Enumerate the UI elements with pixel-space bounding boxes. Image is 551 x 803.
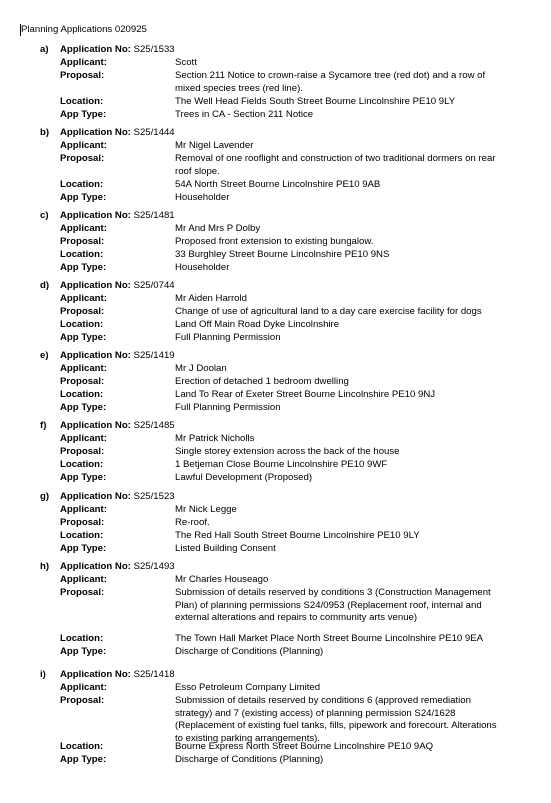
location-value: Land To Rear of Exeter Street Bourne Lincolnshire PE10 9NJ — [175, 389, 436, 400]
application-number: S25/1485 — [133, 420, 175, 431]
application-number-label — [60, 561, 175, 574]
entry-letter: b) — [40, 127, 50, 138]
application-number-label-text: Application No: — [60, 210, 131, 221]
applicant-label: Applicant: — [60, 574, 107, 585]
applicant-label: Applicant: — [60, 363, 107, 374]
applicant-value: Mr Charles Houseago — [175, 574, 269, 585]
app-type-label: App Type: — [60, 192, 107, 203]
location-value: The Town Hall Market Place North Street Bourne Lincolnshire PE10 9EA — [175, 633, 484, 644]
proposal-label: Proposal: — [60, 70, 105, 81]
proposal-value: Change of use of agricultural land to a day care exercise facility for dogs — [175, 306, 482, 317]
app-type-value: Householder — [175, 262, 230, 273]
proposal-value: Single storey extension across the back of the house — [175, 446, 400, 457]
entry-letter: a) — [40, 44, 49, 55]
app-type-label: App Type: — [60, 754, 107, 765]
application-number-label-text: Application No: — [60, 491, 131, 502]
proposal-value: Re-roof. — [175, 517, 210, 528]
proposal-value: Erection of detached 1 bedroom dwelling — [175, 376, 349, 387]
application-number: S25/0744 — [133, 280, 175, 291]
entry-letter: g) — [40, 491, 50, 502]
application-number-label — [60, 669, 175, 682]
application-number-label — [60, 491, 175, 504]
entry-letter: i) — [40, 669, 46, 680]
application-number: S25/1493 — [133, 561, 175, 572]
application-number-label-text: Application No: — [60, 561, 131, 572]
applicant-value: Esso Petroleum Company Limited — [175, 682, 321, 693]
location-value: Land Off Main Road Dyke Lincolnshire — [175, 319, 340, 330]
application-number: S25/1418 — [133, 669, 175, 680]
app-type-value: Listed Building Consent — [175, 543, 276, 554]
application-number: S25/1419 — [133, 350, 175, 361]
location-label: Location: — [60, 96, 104, 107]
proposal-label: Proposal: — [60, 517, 105, 528]
application-number: S25/1533 — [133, 44, 175, 55]
location-label: Location: — [60, 530, 104, 541]
application-number-label — [60, 210, 175, 223]
app-type-label: App Type: — [60, 543, 107, 554]
applicant-label: Applicant: — [60, 140, 107, 151]
app-type-label: App Type: — [60, 472, 107, 483]
app-type-label: App Type: — [60, 332, 107, 343]
location-label: Location: — [60, 249, 104, 260]
location-value: 54A North Street Bourne Lincolnshire PE10 9AB — [175, 179, 381, 190]
applicant-value: Mr Nick Legge — [175, 504, 237, 515]
application-number: S25/1523 — [133, 491, 175, 502]
proposal-label: Proposal: — [60, 376, 105, 387]
app-type-label: App Type: — [60, 109, 107, 120]
proposal-value: Removal of one rooflight and construction of two traditional dormers on rear roof slope. — [175, 153, 496, 177]
proposal-label: Proposal: — [60, 236, 105, 247]
app-type-label: App Type: — [60, 262, 107, 273]
entry-letter: e) — [40, 350, 49, 361]
proposal-label: Proposal: — [60, 695, 105, 706]
proposal-label: Proposal: — [60, 587, 105, 598]
entry-letter: d) — [40, 280, 50, 291]
applicant-value: Mr Patrick Nicholls — [175, 433, 255, 444]
application-number-label-text: Application No: — [60, 350, 131, 361]
location-value: 1 Betjeman Close Bourne Lincolnshire PE10 9WF — [175, 459, 388, 470]
location-label: Location: — [60, 741, 104, 752]
app-type-value: Full Planning Permission — [175, 402, 281, 413]
page-title: Planning Applications 020925 — [21, 24, 147, 35]
proposal-value: Proposed front extension to existing bungalow. — [175, 236, 374, 247]
applicant-value: Mr Aiden Harrold — [175, 293, 247, 304]
location-label: Location: — [60, 389, 104, 400]
app-type-label: App Type: — [60, 646, 107, 657]
proposal-value: Submission of details reserved by conditions 3 (Construction Management Plan) of planning permissions S24/0953 (Replacement roof, internal and external alterations and repairs to community arts venue) — [175, 587, 491, 624]
location-value: The Well Head Fields South Street Bourne Lincolnshire PE10 9LY — [175, 96, 456, 107]
application-number-label — [60, 44, 175, 57]
application-number-label-text: Application No: — [60, 44, 131, 55]
application-number-label — [60, 280, 175, 293]
app-type-value: Trees in CA - Section 211 Notice — [175, 109, 314, 120]
location-value: The Red Hall South Street Bourne Lincolnshire PE10 9LY — [175, 530, 420, 541]
location-value: 33 Burghley Street Bourne Lincolnshire PE10 9NS — [175, 249, 390, 260]
applicant-value: Mr And Mrs P Dolby — [175, 223, 261, 234]
proposal-value: Section 211 Notice to crown-raise a Sycamore tree (red dot) and a row of mixed species trees (red line). — [175, 70, 486, 94]
application-number-label-text: Application No: — [60, 420, 131, 431]
app-type-label: App Type: — [60, 402, 107, 413]
application-number-label — [60, 350, 175, 363]
application-number-label — [60, 420, 175, 433]
proposal-label: Proposal: — [60, 306, 105, 317]
app-type-value: Full Planning Permission — [175, 332, 281, 343]
applicant-label: Applicant: — [60, 57, 107, 68]
app-type-value: Householder — [175, 192, 230, 203]
application-number-label — [60, 127, 175, 140]
app-type-value: Discharge of Conditions (Planning) — [175, 754, 324, 765]
location-label: Location: — [60, 459, 104, 470]
applicant-label: Applicant: — [60, 682, 107, 693]
entry-letter: c) — [40, 210, 49, 221]
applicant-label: Applicant: — [60, 293, 107, 304]
entry-letter: f) — [40, 420, 47, 431]
proposal-label: Proposal: — [60, 446, 105, 457]
application-number: S25/1481 — [133, 210, 175, 221]
location-value: Bourne Express North Street Bourne Lincolnshire PE10 9AQ — [175, 741, 434, 752]
location-label: Location: — [60, 179, 104, 190]
applicant-value: Mr Nigel Lavender — [175, 140, 254, 151]
applicant-label: Applicant: — [60, 433, 107, 444]
application-number-label-text: Application No: — [60, 669, 131, 680]
application-number-label-text: Application No: — [60, 280, 131, 291]
applicant-label: Applicant: — [60, 223, 107, 234]
location-label: Location: — [60, 633, 104, 644]
applicant-value: Scott — [175, 57, 197, 68]
applicant-value: Mr J Doolan — [175, 363, 227, 374]
location-label: Location: — [60, 319, 104, 330]
application-number-label-text: Application No: — [60, 127, 131, 138]
application-number: S25/1444 — [133, 127, 175, 138]
app-type-value: Discharge of Conditions (Planning) — [175, 646, 324, 657]
applicant-label: Applicant: — [60, 504, 107, 515]
proposal-label: Proposal: — [60, 153, 105, 164]
app-type-value: Lawful Development (Proposed) — [175, 472, 313, 483]
proposal-value: Submission of details reserved by conditions 6 (approved remediation strategy) and 7 (existing access) of planning permission S24/1628 (Replacement of existing fuel tanks, fills, pipework and forecourt. Alterations to existing parking arrangements). — [175, 695, 497, 744]
entry-letter: h) — [40, 561, 50, 572]
